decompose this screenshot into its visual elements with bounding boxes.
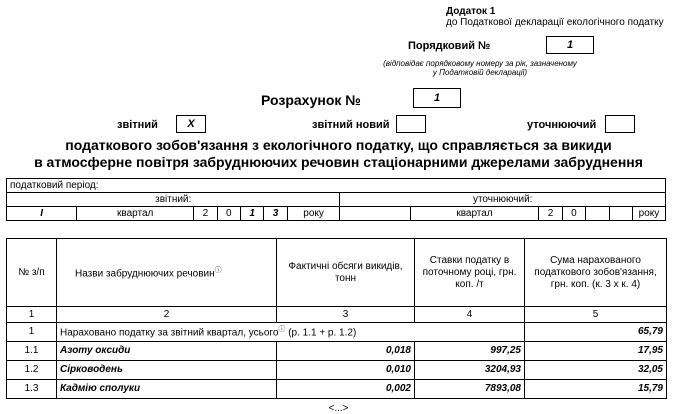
col-number-5: 5 — [525, 307, 667, 323]
heading-line1: податкового зобов'язання з екологічного податку, що справляється за викиди — [65, 137, 612, 153]
total-row-note: (р. 1.1 + р. 1.2) — [288, 327, 357, 339]
calculation-table — [6, 238, 667, 399]
period-reporting-label: звітний: — [7, 193, 340, 207]
clarifying-label: уточнюючий — [527, 119, 597, 131]
col-number-3: 3 — [277, 307, 415, 323]
footnote-marker-icon: ⓘ — [278, 326, 286, 334]
clarifying-year-digit-1[interactable]: 2 — [539, 207, 562, 221]
row-2-rate[interactable]: 3204,93 — [415, 361, 525, 380]
reporting-year-digit-2[interactable]: 0 — [217, 207, 240, 221]
reporting-quarter-word: квартал — [77, 207, 194, 221]
row-3-sum[interactable]: 15,79 — [525, 380, 667, 399]
clarifying-year-digit-4[interactable] — [609, 207, 632, 221]
row-3-name[interactable]: Кадмію сполуки — [57, 380, 277, 399]
row-2-name[interactable]: Сірководень — [57, 361, 277, 380]
reporting-year-digit-3[interactable]: 1 — [241, 207, 264, 221]
row-1-rate[interactable]: 997,25 — [415, 342, 525, 361]
header-sum: Сума нарахованого податкового зобов'язання, грн. коп. (к. 3 х к. 4) — [525, 239, 667, 307]
reporting-label: звітний — [117, 119, 158, 131]
header-num: № з/п — [7, 239, 57, 307]
total-row-label — [57, 323, 525, 342]
clarifying-year-digit-3[interactable] — [586, 207, 609, 221]
clarifying-year-word: року — [632, 207, 665, 221]
total-row-label-text: Нараховано податку за звітний квартал, усього — [60, 327, 279, 339]
row-1-name[interactable]: Азоту оксиди — [57, 342, 277, 361]
row-3-num: 1.3 — [7, 380, 57, 399]
total-row-num: 1 — [7, 323, 57, 342]
sequence-label: Порядковий № — [408, 40, 491, 52]
col-number-1: 1 — [7, 307, 57, 323]
col-number-2: 2 — [57, 307, 277, 323]
reporting-checkbox[interactable]: X — [176, 115, 206, 133]
new-reporting-checkbox[interactable] — [396, 115, 426, 133]
col-number-4: 4 — [415, 307, 525, 323]
reporting-year-word: року — [287, 207, 340, 221]
sequence-note-line1: (відповідає порядковому номеру за рік, зазначеному — [383, 59, 577, 68]
row-1-num: 1.1 — [7, 342, 57, 361]
footnote-marker-icon: ⓘ — [214, 266, 222, 274]
header-name — [57, 239, 277, 307]
clarifying-quarter-word: квартал — [410, 207, 539, 221]
row-3-rate[interactable]: 7893,08 — [415, 380, 525, 399]
appendix-subtitle: до Податкової декларації екологічного податку — [446, 17, 664, 28]
reporting-quarter-field[interactable]: I — [7, 207, 77, 221]
reporting-year-digit-1[interactable]: 2 — [194, 207, 217, 221]
calculation-title: Розрахунок № — [261, 92, 361, 108]
row-2-num: 1.2 — [7, 361, 57, 380]
tax-period-table — [6, 178, 666, 221]
clarifying-checkbox[interactable] — [605, 115, 635, 133]
clarifying-quarter-field[interactable] — [340, 207, 410, 221]
calculation-number-field[interactable]: 1 — [413, 88, 461, 108]
continuation-marker: <...> — [328, 403, 349, 414]
period-clarifying-label: уточнюючий: — [340, 193, 666, 207]
row-3-volume[interactable]: 0,002 — [277, 380, 415, 399]
clarifying-year-digit-2[interactable]: 0 — [562, 207, 585, 221]
total-row-sum[interactable]: 65,79 — [525, 323, 667, 342]
header-name-text: Назви забруднюючих речовин — [75, 268, 215, 280]
new-reporting-label: звітний новий — [312, 119, 390, 131]
row-2-sum[interactable]: 32,05 — [525, 361, 667, 380]
row-1-sum[interactable]: 17,95 — [525, 342, 667, 361]
appendix-title: Додаток 1 — [446, 6, 496, 17]
row-2-volume[interactable]: 0,010 — [277, 361, 415, 380]
sequence-note-line2: у Податковій декларації) — [432, 68, 528, 77]
tax-period-label: податковий період: — [7, 179, 666, 193]
reporting-year-digit-4[interactable]: 3 — [264, 207, 287, 221]
header-volume: Фактичні обсяги викидів, тонн — [277, 239, 415, 307]
sequence-number-field[interactable]: 1 — [546, 36, 594, 54]
header-rate: Ставки податку в поточному році, грн. коп. /т — [415, 239, 525, 307]
heading-line2: в атмосферне повітря забруднюючих речовин стаціонарними джерелами забруднення — [34, 154, 643, 170]
row-1-volume[interactable]: 0,018 — [277, 342, 415, 361]
